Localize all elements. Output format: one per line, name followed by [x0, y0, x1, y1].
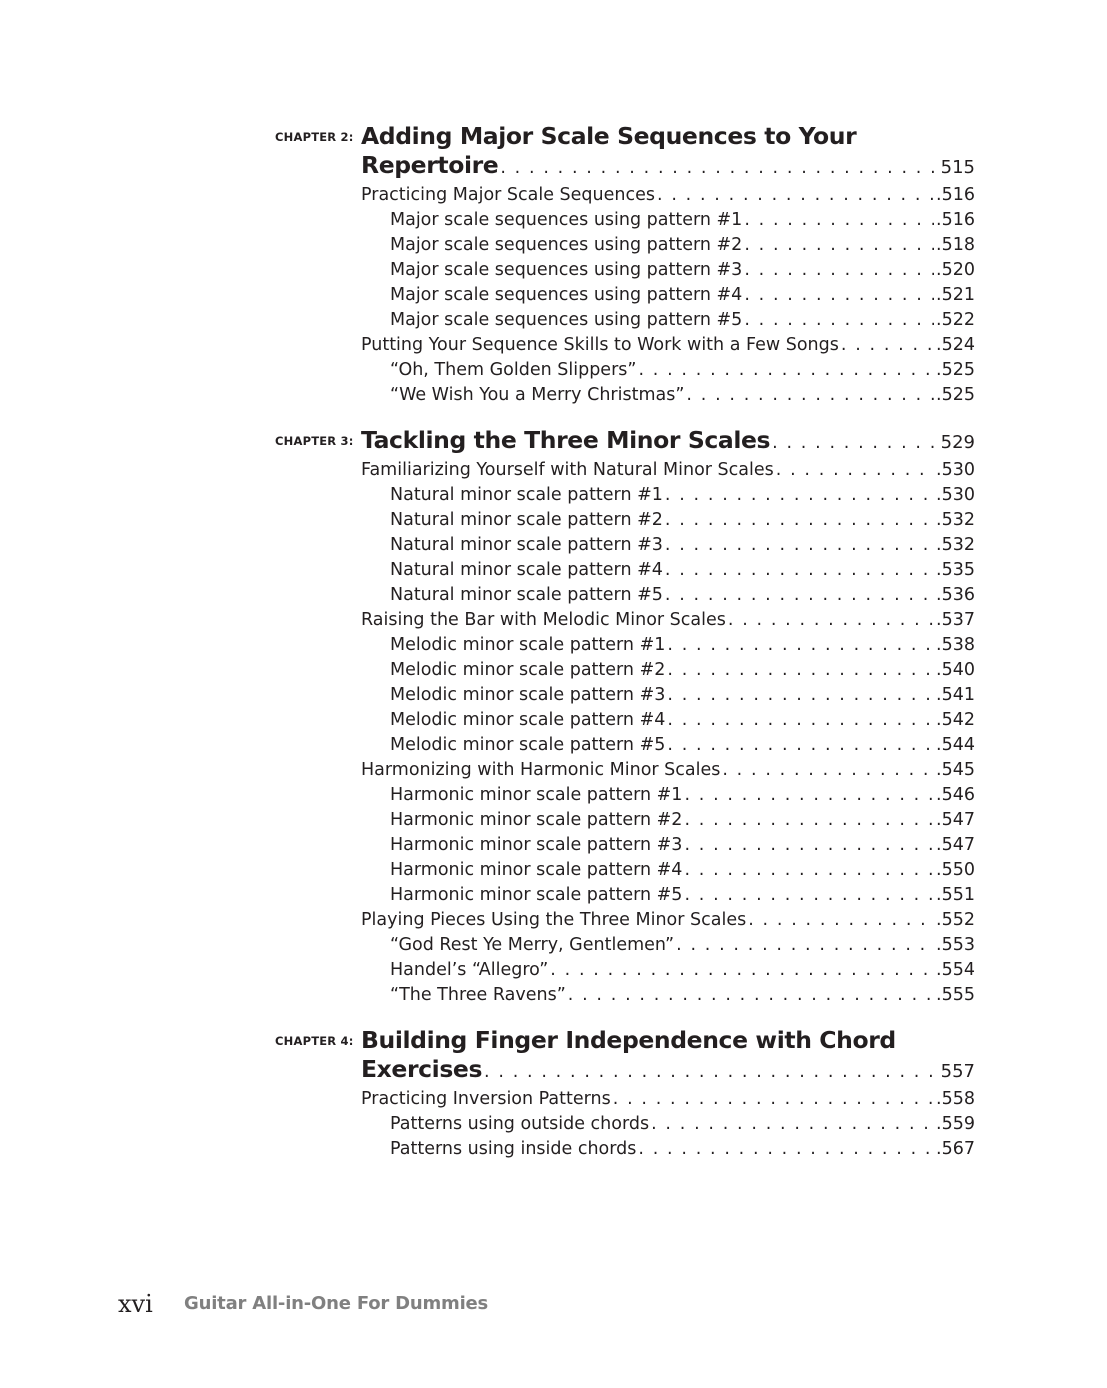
- entry-page: .525: [936, 360, 975, 380]
- entry-text: Melodic minor scale pattern #3: [390, 685, 666, 705]
- toc-entry[interactable]: [390, 683, 975, 708]
- chapter-title[interactable]: Adding Major Scale Sequences to Your: [361, 122, 857, 150]
- entry-text: Natural minor scale pattern #3: [390, 535, 663, 555]
- toc-entry[interactable]: [390, 783, 975, 808]
- dot-leader: [744, 308, 934, 333]
- entry-page: .542: [936, 710, 975, 730]
- dot-leader: [651, 1112, 934, 1137]
- entry-text: Harmonic minor scale pattern #2: [390, 810, 683, 830]
- entry-text: Harmonic minor scale pattern #1: [390, 785, 683, 805]
- dot-leader: [568, 983, 934, 1008]
- dot-leader: [665, 558, 934, 583]
- entry-page: .552: [936, 910, 975, 930]
- entry-text: Handel’s “Allegro”: [390, 960, 549, 980]
- toc-entry[interactable]: [390, 533, 975, 558]
- dot-leader: [657, 183, 934, 208]
- entry-text: Playing Pieces Using the Three Minor Scales: [361, 910, 747, 930]
- toc-entry[interactable]: [361, 1087, 975, 1112]
- toc-entry[interactable]: [390, 708, 975, 733]
- entry-page: .554: [936, 960, 975, 980]
- toc-entry[interactable]: [390, 358, 975, 383]
- entry-text: Major scale sequences using pattern #5: [390, 310, 743, 330]
- entry-page: .516: [936, 210, 975, 230]
- toc-entry[interactable]: [390, 1137, 975, 1162]
- entry-page: .536: [936, 585, 975, 605]
- dot-leader: [748, 908, 934, 933]
- dot-leader: [665, 583, 934, 608]
- chapter-title-row[interactable]: [361, 425, 975, 455]
- dot-leader: [728, 608, 934, 633]
- toc-entry[interactable]: [390, 233, 975, 258]
- entry-text: Raising the Bar with Melodic Minor Scales: [361, 610, 726, 630]
- dot-leader: [667, 658, 934, 683]
- dot-leader: [667, 633, 934, 658]
- chapter-title-continued: Repertoire: [361, 151, 499, 179]
- toc-entry[interactable]: [390, 733, 975, 758]
- toc-entry[interactable]: [390, 858, 975, 883]
- dot-leader: [550, 958, 934, 983]
- toc-entry[interactable]: [390, 508, 975, 533]
- dot-leader: [684, 883, 934, 908]
- entry-page: .567: [936, 1139, 975, 1159]
- toc-entry[interactable]: [390, 808, 975, 833]
- entry-page: .532: [936, 535, 975, 555]
- entry-text: Putting Your Sequence Skills to Work with a Few Songs: [361, 335, 839, 355]
- entry-text: Natural minor scale pattern #1: [390, 485, 663, 505]
- footer-book-title: Guitar All-in-One For Dummies: [184, 1293, 489, 1314]
- entry-text: Harmonic minor scale pattern #3: [390, 835, 683, 855]
- toc-entry[interactable]: [361, 608, 975, 633]
- toc-entry[interactable]: [390, 833, 975, 858]
- entry-page: .558: [936, 1089, 975, 1109]
- toc-entry[interactable]: [390, 983, 975, 1008]
- entry-page: .547: [936, 810, 975, 830]
- dot-leader: [841, 333, 934, 358]
- entry-page: .550: [936, 860, 975, 880]
- dot-leader: [667, 708, 934, 733]
- toc-entry[interactable]: [390, 308, 975, 333]
- entry-text: Melodic minor scale pattern #2: [390, 660, 666, 680]
- toc-entry[interactable]: [390, 1112, 975, 1137]
- entry-page: .521: [936, 285, 975, 305]
- entry-page: .551: [936, 885, 975, 905]
- dot-leader: [744, 283, 934, 308]
- toc-entry[interactable]: [390, 558, 975, 583]
- dot-leader: [744, 258, 934, 283]
- dot-leader: [665, 483, 934, 508]
- entry-text: “The Three Ravens”: [390, 985, 566, 1005]
- entry-text: Major scale sequences using pattern #1: [390, 210, 743, 230]
- toc-entry[interactable]: [390, 958, 975, 983]
- entry-text: Harmonic minor scale pattern #4: [390, 860, 683, 880]
- entry-page: .545: [936, 760, 975, 780]
- toc-entry[interactable]: [390, 483, 975, 508]
- entry-page: .532: [936, 510, 975, 530]
- chapter-label: CHAPTER 3:: [275, 434, 354, 448]
- chapter-page-number: 557: [940, 1061, 975, 1082]
- toc-entry[interactable]: [390, 258, 975, 283]
- entry-page: .522: [936, 310, 975, 330]
- entry-page: .537: [936, 610, 975, 630]
- entry-page: .520: [936, 260, 975, 280]
- footer-page-number: xvi: [118, 1290, 153, 1318]
- entry-text: Familiarizing Yourself with Natural Minor Scales: [361, 460, 774, 480]
- toc-entry[interactable]: [361, 908, 975, 933]
- entry-text: Harmonizing with Harmonic Minor Scales: [361, 760, 721, 780]
- entry-text: “Oh, Them Golden Slippers”: [390, 360, 637, 380]
- entry-page: .535: [936, 560, 975, 580]
- dot-leader: [667, 733, 934, 758]
- entry-text: Patterns using inside chords: [390, 1139, 637, 1159]
- entry-text: Natural minor scale pattern #4: [390, 560, 663, 580]
- entry-text: Melodic minor scale pattern #1: [390, 635, 666, 655]
- entry-page: .544: [936, 735, 975, 755]
- dot-leader: [484, 1057, 939, 1084]
- entry-page: .540: [936, 660, 975, 680]
- dot-leader: [500, 153, 938, 180]
- chapter-label: CHAPTER 2:: [275, 130, 354, 144]
- dot-leader: [776, 458, 934, 483]
- toc-entry[interactable]: [390, 208, 975, 233]
- entry-page: .525: [936, 385, 975, 405]
- entry-page: .547: [936, 835, 975, 855]
- dot-leader: [665, 508, 934, 533]
- dot-leader: [613, 1087, 934, 1112]
- toc-entry[interactable]: [361, 183, 975, 208]
- entry-text: “We Wish You a Merry Christmas”: [390, 385, 685, 405]
- toc-entry[interactable]: [390, 933, 975, 958]
- dot-leader: [638, 358, 934, 383]
- chapter-label: CHAPTER 4:: [275, 1034, 354, 1048]
- toc-entry[interactable]: [390, 883, 975, 908]
- dot-leader: [638, 1137, 934, 1162]
- entry-text: Harmonic minor scale pattern #5: [390, 885, 683, 905]
- entry-page: .559: [936, 1114, 975, 1134]
- chapter-page-number: 529: [940, 432, 975, 453]
- toc-entry[interactable]: [361, 458, 975, 483]
- toc-entry[interactable]: [361, 758, 975, 783]
- entry-text: Major scale sequences using pattern #3: [390, 260, 743, 280]
- dot-leader: [684, 783, 934, 808]
- chapter-title[interactable]: Building Finger Independence with Chord: [361, 1026, 896, 1054]
- entry-page: .538: [936, 635, 975, 655]
- entry-page: .530: [936, 485, 975, 505]
- dot-leader: [676, 933, 934, 958]
- dot-leader: [744, 233, 934, 258]
- chapter-title: Tackling the Three Minor Scales: [361, 426, 771, 454]
- dot-leader: [665, 533, 934, 558]
- toc-entry[interactable]: [390, 633, 975, 658]
- entry-page: .555: [936, 985, 975, 1005]
- entry-page: .516: [936, 185, 975, 205]
- entry-text: Natural minor scale pattern #2: [390, 510, 663, 530]
- dot-leader: [744, 208, 934, 233]
- entry-text: Natural minor scale pattern #5: [390, 585, 663, 605]
- toc-entry[interactable]: [390, 583, 975, 608]
- entry-page: .524: [936, 335, 975, 355]
- dot-leader: [667, 683, 934, 708]
- toc-entry[interactable]: [361, 333, 975, 358]
- entry-text: Patterns using outside chords: [390, 1114, 650, 1134]
- dot-leader: [772, 428, 939, 455]
- entry-page: .541: [936, 685, 975, 705]
- dot-leader: [684, 858, 934, 883]
- toc-entry[interactable]: [390, 658, 975, 683]
- chapter-title-continued: Exercises: [361, 1055, 483, 1083]
- dot-leader: [684, 808, 934, 833]
- entry-page: .530: [936, 460, 975, 480]
- toc-entry[interactable]: [390, 383, 975, 408]
- entry-page: .553: [936, 935, 975, 955]
- entry-page: .546: [936, 785, 975, 805]
- entry-text: Major scale sequences using pattern #2: [390, 235, 743, 255]
- entry-text: Practicing Major Scale Sequences: [361, 185, 655, 205]
- chapter-title-row[interactable]: [361, 1054, 975, 1084]
- dot-leader: [722, 758, 934, 783]
- toc-entry[interactable]: [390, 283, 975, 308]
- entry-text: Major scale sequences using pattern #4: [390, 285, 743, 305]
- chapter-title-row[interactable]: [361, 150, 975, 180]
- entry-text: “God Rest Ye Merry, Gentlemen”: [390, 935, 675, 955]
- entry-page: .518: [936, 235, 975, 255]
- entry-text: Practicing Inversion Patterns: [361, 1089, 611, 1109]
- entry-text: Melodic minor scale pattern #5: [390, 735, 666, 755]
- entry-text: Melodic minor scale pattern #4: [390, 710, 666, 730]
- dot-leader: [686, 383, 934, 408]
- dot-leader: [684, 833, 934, 858]
- chapter-page-number: 515: [940, 157, 975, 178]
